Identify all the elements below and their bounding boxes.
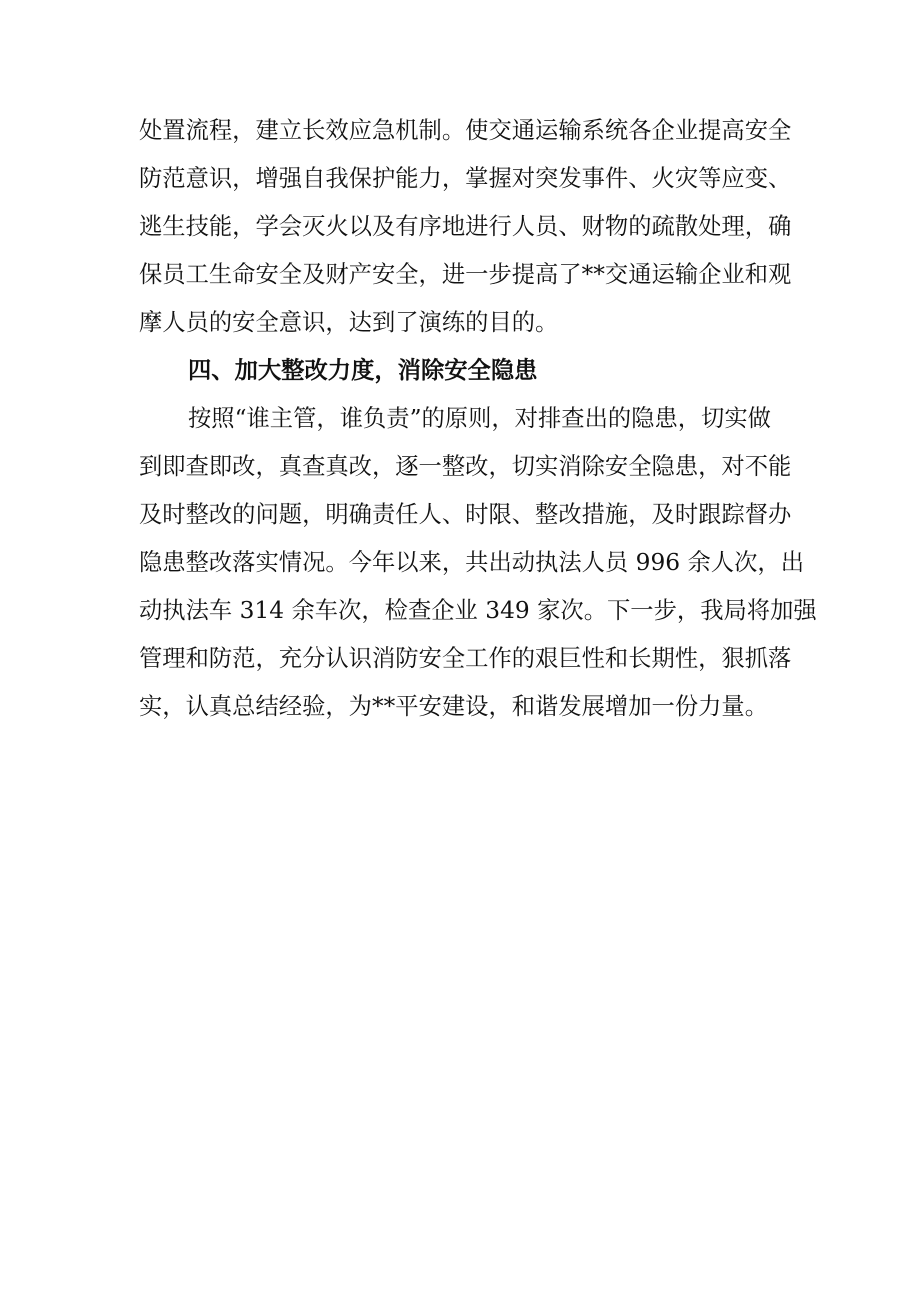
paragraph-2-line-1: 按照“谁主管，谁负责”的原则，对排查出的隐患，切实做 — [188, 405, 771, 432]
paragraph-2-line-7: 实，认真总结经验，为**平安建设，和谐发展增加一份力量。 — [139, 693, 769, 720]
paragraph-1-line-5: 摩人员的安全意识，达到了演练的目的。 — [139, 309, 559, 336]
paragraph-2-line-6: 管理和防范，充分认识消防安全工作的艰巨性和长期性，狠抓落 — [139, 645, 792, 672]
paragraph-1-line-2: 防范意识，增强自我保护能力，掌握对突发事件、火灾等应变、 — [139, 165, 792, 192]
paragraph-2-line-3: 及时整改的问题，明确责任人、时限、整改措施，及时跟踪督办 — [139, 501, 792, 528]
paragraph-2-line-4: 隐患整改落实情况。今年以来，共出动执法人员 996 余人次，出 — [139, 549, 804, 576]
paragraph-1-line-3: 逃生技能，学会灭火以及有序地进行人员、财物的疏散处理，确 — [139, 213, 792, 240]
section-heading: 四、加大整改力度，消除安全隐患 — [188, 357, 538, 384]
paragraph-2-line-5: 动执法车 314 余车次，检查企业 349 家次。下一步，我局将加强 — [139, 597, 817, 624]
paragraph-1-line-1: 处置流程，建立长效应急机制。使交通运输系统各企业提高安全 — [139, 117, 792, 144]
paragraph-2-line-2: 到即查即改，真查真改，逐一整改，切实消除安全隐患，对不能 — [139, 453, 792, 480]
paragraph-1-line-4: 保员工生命安全及财产安全，进一步提高了**交通运输企业和观 — [139, 261, 792, 288]
